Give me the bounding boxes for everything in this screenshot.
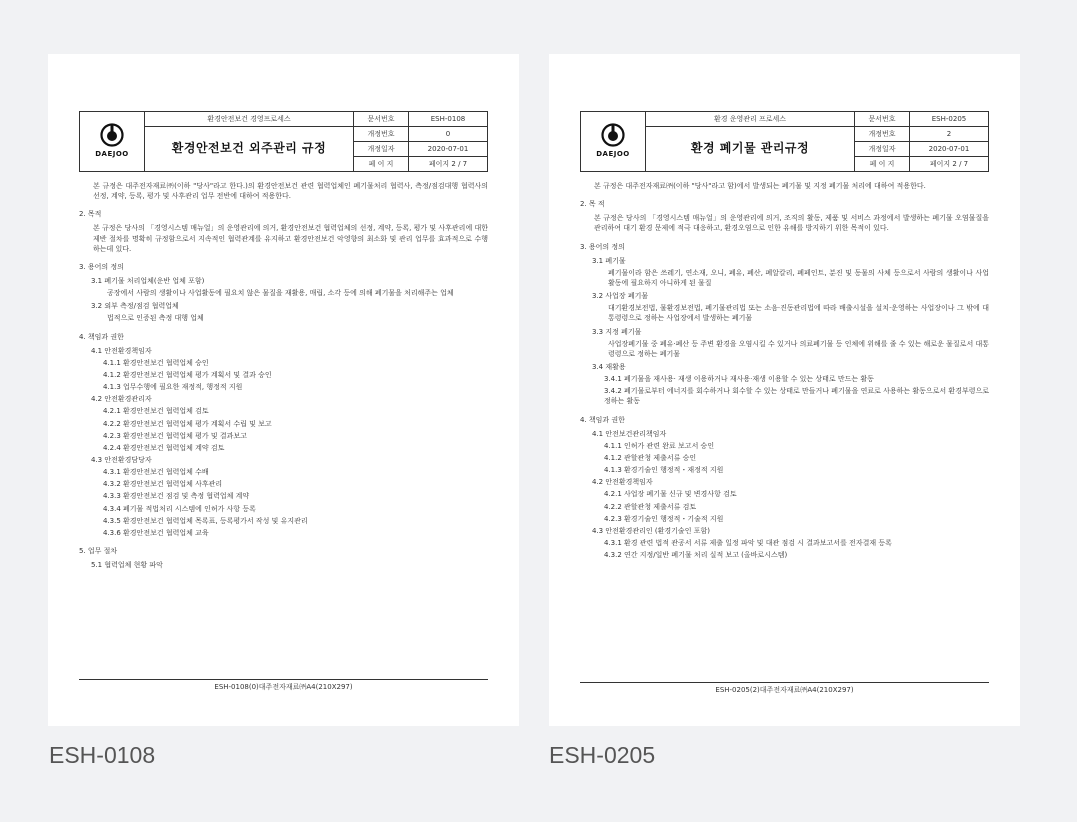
process-name: 환경 운영관리 프로세스 bbox=[646, 112, 855, 127]
meta-value: 2 bbox=[910, 127, 989, 142]
list-item: 3.4.1 폐기물을 재사용· 재생 이용하거나 재사용·재생 이용할 수 있는 상태로 만드는 활동 bbox=[604, 375, 874, 384]
footer-divider bbox=[580, 682, 989, 683]
subsection-title: 4.3 안전환경담당자 bbox=[91, 455, 152, 464]
subsection-title: 4.3 안전환경관리인 (환경기술인 포함) bbox=[592, 526, 710, 535]
list-item: 4.3.1 환경안전보건 협력업체 수배 bbox=[103, 468, 209, 477]
document-title-text: 환경안전보건 외주관리 규정 bbox=[171, 141, 327, 156]
list-item: 4.1.1 환경안전보건 협력업체 승인 bbox=[103, 358, 209, 367]
scope-paragraph: 본 규정은 대주전자재료㈜(이하 "당사"라고 한다.)의 환경안전보건 관련 협력업체인 폐기물처리 협력사, 측정/점검대행 협력사의 선정, 계약, 등록, 평가 및 사후관리 업무 전반에 대하여 적용한다. bbox=[93, 182, 488, 201]
list-item: 4.2.3 환경안전보건 협력업체 평가 및 결과보고 bbox=[103, 431, 247, 440]
subsection-title: 3.1 폐기물 처리업체(운반 업체 포함) bbox=[91, 276, 205, 285]
list-item: 4.2.2 환경안전보건 협력업체 평가 계획서 수립 및 보고 bbox=[103, 419, 272, 428]
logo-text: DAEJOO bbox=[596, 150, 630, 159]
meta-label: 문서번호 bbox=[855, 112, 910, 127]
document-label[interactable]: ESH-0108 bbox=[49, 742, 156, 768]
section-text: 본 규정은 당사의 「경영시스템 매뉴얼」의 운영관리에 의거, 환경안전보건 협력업체의 선정, 계약, 등록, 평가 및 사후관리에 대한 제반 절차를 명확히 규정함으로서 지속적인 협력관계를 유지하고 환경안전보건 악영향의 최소화 및 관리 업무를 효과적으로 수행하는데 있다. bbox=[93, 224, 488, 253]
meta-label: 개정일자 bbox=[855, 142, 910, 157]
list-item: 4.3.2 환경안전보건 협력업체 사후관리 bbox=[103, 480, 223, 489]
subsection-title: 5.1 협력업체 현황 파악 bbox=[91, 561, 163, 570]
document-preview-card[interactable] bbox=[48, 54, 519, 726]
subsection-text: 공장에서 사람의 생활이나 사업활동에 필요치 않은 물질을 재활용, 매립, 소각 등에 의해 폐기물을 처리해주는 업체 bbox=[107, 289, 454, 298]
document-body bbox=[580, 181, 989, 560]
document-header-table bbox=[580, 111, 989, 172]
document-footer: ESH-0205(2)대주전자재료㈜A4(210X297) bbox=[715, 686, 854, 694]
meta-value: ESH-0205 bbox=[910, 112, 989, 127]
list-item: 4.2.2 관할관청 제출서류 검토 bbox=[604, 502, 697, 511]
daejoo-logo-icon bbox=[99, 123, 125, 147]
subsection-title: 3.2 외부 측정/점검 협력업체 bbox=[91, 302, 179, 311]
list-item: 4.1.2 관할관청 제출서류 승인 bbox=[604, 453, 697, 462]
document-title bbox=[646, 127, 855, 172]
meta-label: 페 이 지 bbox=[354, 157, 409, 172]
section-heading: 5. 업무 절차 bbox=[79, 546, 118, 555]
footer-divider bbox=[79, 679, 488, 680]
list-item: 4.3.2 연간 지정/일반 폐기물 처리 실적 보고 (올바로시스템) bbox=[604, 551, 788, 560]
document-page bbox=[580, 111, 989, 562]
meta-value: 0 bbox=[409, 127, 488, 142]
section-heading: 3. 용어의 정의 bbox=[580, 242, 625, 251]
company-logo bbox=[581, 112, 646, 172]
meta-value: 2020-07-01 bbox=[409, 142, 488, 157]
meta-label: 개정번호 bbox=[855, 127, 910, 142]
meta-label: 페 이 지 bbox=[855, 157, 910, 172]
list-item: 4.3.4 폐기물 적법처리 시스템에 인허가 사항 등록 bbox=[103, 504, 256, 513]
list-item: 4.1.3 환경기술인 행정적・재정적 지원 bbox=[604, 466, 724, 475]
process-name: 환경안전보건 경영프로세스 bbox=[145, 112, 354, 127]
document-footer: ESH-0108(0)대주전자재료㈜A4(210X297) bbox=[214, 683, 353, 691]
subsection-title: 3.1 폐기물 bbox=[592, 256, 626, 265]
meta-value: 페이지 2 / 7 bbox=[910, 157, 989, 172]
meta-label: 문서번호 bbox=[354, 112, 409, 127]
subsection-title: 3.2 사업장 폐기물 bbox=[592, 292, 649, 301]
subsection-text: 폐기물이라 함은 쓰레기, 연소재, 오니, 폐유, 폐산, 폐알칼리, 폐페인트, 분진 및 동물의 사체 등으로서 사람의 생활이나 사업활동에 필요하지 아니하게 된 물질 bbox=[608, 268, 989, 287]
logo-text: DAEJOO bbox=[95, 150, 129, 159]
meta-value: 페이지 2 / 7 bbox=[409, 157, 488, 172]
section-text: 본 규정은 당사의 「경영시스템 매뉴얼」의 운영관리에 의거, 조직의 활동, 제품 및 서비스 과정에서 발생하는 폐기물 오염물질을 관리하여 대기 환경 문제에 적극 대응하고, 환경오염으로 인한 유해를 방지하기 위한 목적이 있다. bbox=[594, 214, 989, 233]
section-heading: 2. 목 적 bbox=[580, 200, 605, 209]
list-item: 4.2.1 환경안전보건 협력업체 검토 bbox=[103, 407, 209, 416]
list-item: 4.1.3 업무수행에 필요한 재정적, 행정적 지원 bbox=[103, 383, 243, 392]
subsection-title: 4.1 안전보건관리책임자 bbox=[592, 429, 667, 438]
meta-label: 개정번호 bbox=[354, 127, 409, 142]
document-title bbox=[145, 127, 354, 172]
section-heading: 2. 목적 bbox=[79, 210, 102, 219]
list-item: 4.3.3 환경안전보건 점검 및 측정 협력업체 계약 bbox=[103, 492, 250, 501]
list-item: 4.3.1 환경 관련 법적 관공서 서류 제출 일정 파악 및 대관 점검 시 결과보고서를 전자결재 등록 bbox=[604, 538, 892, 547]
meta-label: 개정일자 bbox=[354, 142, 409, 157]
list-item: 4.1.2 환경안전보건 협력업체 평가 계획서 및 결과 승인 bbox=[103, 370, 272, 379]
subsection-title: 3.3 지정 폐기물 bbox=[592, 327, 642, 336]
subsection-text: 법적으로 인증된 측정 대행 업체 bbox=[107, 314, 204, 323]
subsection-title: 4.2 안전환경관리자 bbox=[91, 395, 152, 404]
list-item: 4.3.6 환경안전보건 협력업체 교육 bbox=[103, 528, 209, 537]
section-heading: 4. 책임과 권한 bbox=[79, 332, 124, 341]
document-label[interactable]: ESH-0205 bbox=[549, 742, 656, 768]
subsection-text: 사업장폐기물 중 폐유·폐산 등 주변 환경을 오염시킬 수 있거나 의료폐기물 등 인체에 위해를 줄 수 있는 해로운 물질로서 대통령령으로 정하는 폐기물 bbox=[608, 339, 989, 358]
list-item: 4.1.1 인허가 관련 완료 보고서 승인 bbox=[604, 441, 715, 450]
scope-paragraph: 본 규정은 대주전자재료㈜(이하 "당사"라고 함)에서 발생되는 폐기물 및 지정 폐기물 처리에 대하여 적용한다. bbox=[594, 182, 926, 190]
daejoo-logo-icon bbox=[600, 123, 626, 147]
document-title-text: 환경 폐기물 관리규정 bbox=[690, 141, 810, 156]
section-heading: 3. 용어의 정의 bbox=[79, 262, 124, 271]
section-heading: 4. 책임과 권한 bbox=[580, 415, 625, 424]
list-item: 3.4.2 폐기물로부터 에너지를 회수하거나 회수할 수 있는 상태로 만들거나 폐기물을 연료로 사용하는 활동으로서 환경부령으로 정하는 활동 bbox=[604, 387, 989, 406]
list-item: 4.2.3 환경기술인 행정적・기술적 지원 bbox=[604, 514, 724, 523]
list-item: 4.2.1 사업장 폐기물 신규 및 변경사항 검토 bbox=[604, 490, 737, 499]
subsection-title: 4.1 안전환경책임자 bbox=[91, 346, 152, 355]
list-item: 4.3.5 환경안전보건 협력업체 목록표, 등록평가서 작성 및 유지관리 bbox=[103, 516, 308, 525]
meta-value: ESH-0108 bbox=[409, 112, 488, 127]
document-header-table bbox=[79, 111, 488, 172]
document-page bbox=[79, 111, 488, 572]
list-item: 4.2.4 환경안전보건 협력업체 계약 검토 bbox=[103, 443, 225, 452]
company-logo bbox=[80, 112, 145, 172]
subsection-text: 대기환경보전법, 물환경보전법, 폐기물관리법 또는 소음·진동관리법에 따라 배출시설을 설치·운영하는 사업장이나 그 밖에 대통령령으로 정하는 사업장에서 발생하는 폐기물 bbox=[608, 304, 989, 323]
subsection-title: 4.2 안전환경책임자 bbox=[592, 478, 653, 487]
meta-value: 2020-07-01 bbox=[910, 142, 989, 157]
document-body bbox=[79, 181, 488, 570]
document-preview-card[interactable] bbox=[549, 54, 1020, 726]
subsection-title: 3.4 재활용 bbox=[592, 362, 626, 371]
